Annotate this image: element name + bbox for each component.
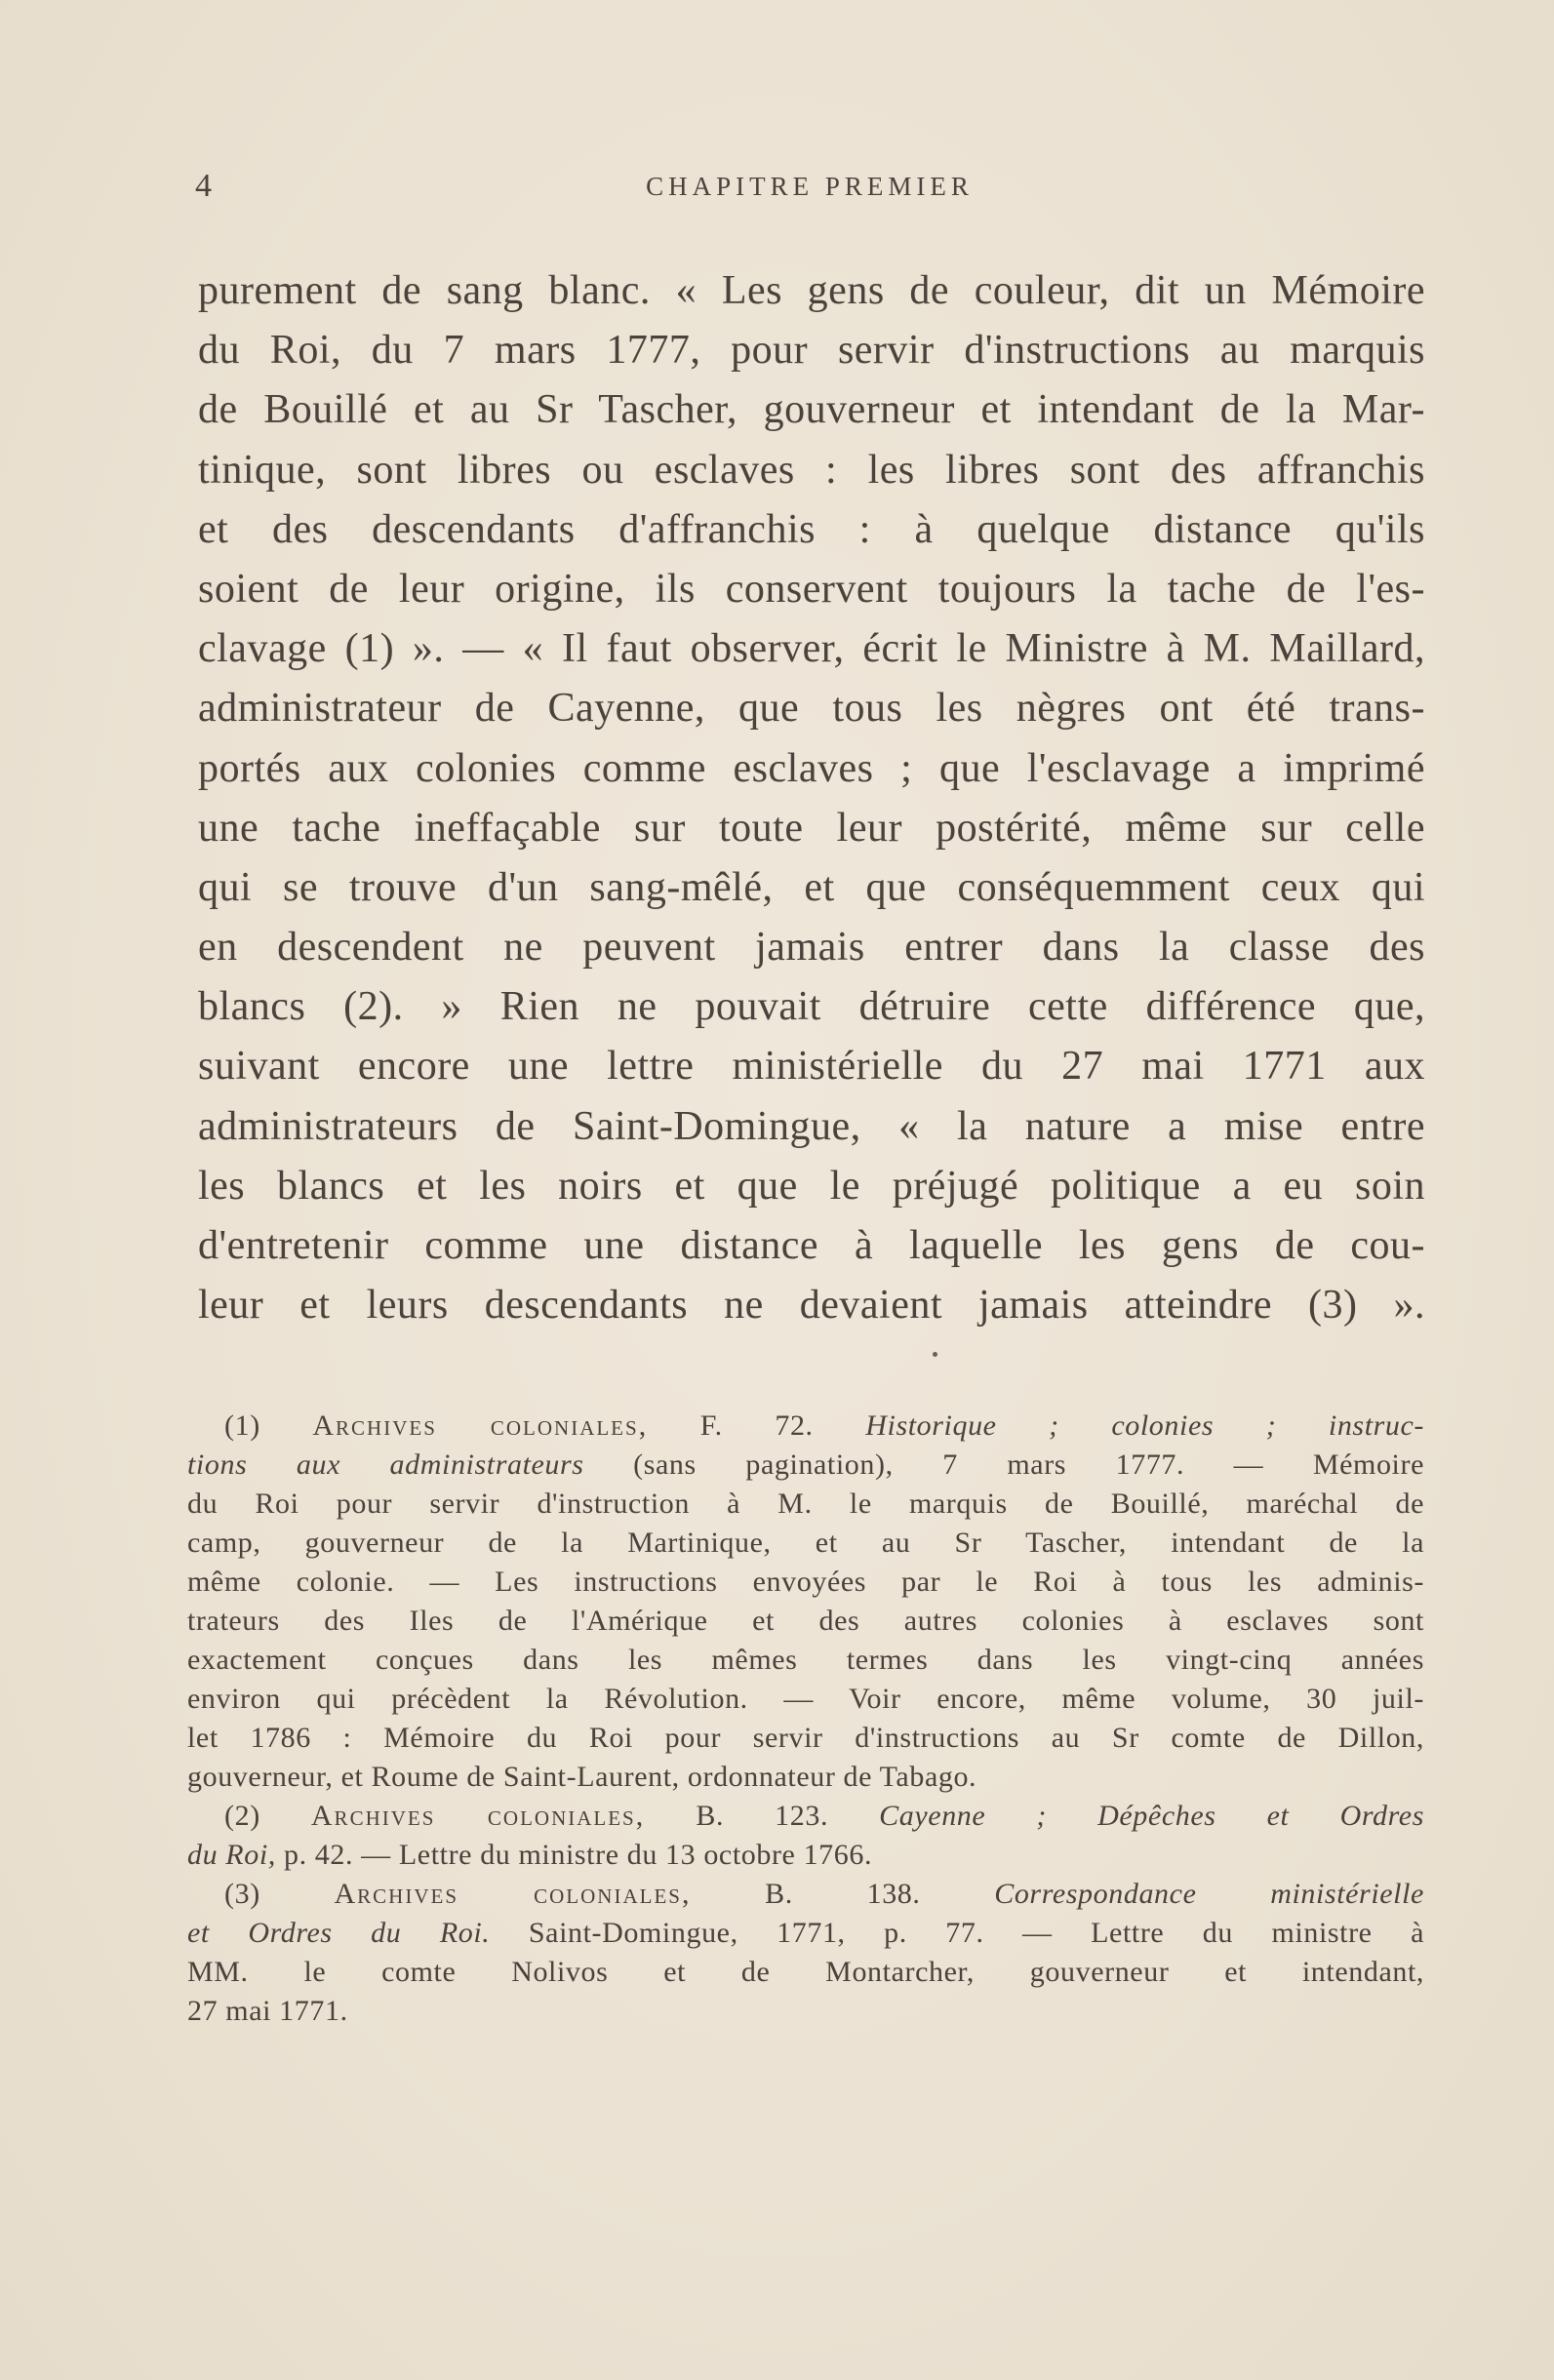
text-line: une tache ineffaçable sur toute leur postérité, même sur celle — [198, 805, 1425, 851]
footnote-title: Correspondance ministérielle — [994, 1878, 1424, 1910]
footnote-1-line: trateurs des Iles de l'Amérique et des autres colonies à esclaves sont — [187, 1605, 1424, 1637]
text-line: administrateur de Cayenne, que tous les nègres ont été trans- — [198, 686, 1425, 732]
text-line: blancs (2). » Rien ne pouvait détruire cette différence que, — [198, 984, 1425, 1030]
footnote-1-line: gouverneur, et Roume de Saint-Laurent, ordonnateur de Tabago. — [187, 1761, 977, 1793]
page-number: 4 — [195, 168, 213, 204]
footnote-title: du Roi, — [187, 1839, 276, 1871]
text-line: purement de sang blanc. « Les gens de couleur, dit un Mémoire — [198, 268, 1425, 313]
footnote-title: Cayenne ; Dépêches et Ordres — [879, 1800, 1424, 1832]
footnote-2-line — [187, 1797, 1424, 1836]
text-line: qui se trouve d'un sang-mêlé, et que conséquemment ceux qui — [198, 864, 1425, 910]
text-line: tinique, sont libres ou esclaves : les libres sont des affranchis — [198, 447, 1425, 493]
footnote-title: et Ordres du Roi. — [187, 1917, 491, 1949]
text-line: leur et leurs descendants ne devaient jamais atteindre (3) ». — [198, 1283, 1425, 1329]
footnote-1-line: let 1786 : Mémoire du Roi pour servir d'instructions au Sr comte de Dillon, — [187, 1722, 1424, 1754]
text-line: administrateurs de Saint-Domingue, « la nature a mise entre — [198, 1103, 1425, 1149]
footnote-text: Saint-Domingue, 1771, p. 77. — Lettre du ministre à — [528, 1917, 1424, 1949]
footnote-1-line: exactement conçues dans les mêmes termes dans les vingt-cinq années — [187, 1644, 1424, 1676]
footnote-source: Archives coloniales, — [310, 1800, 646, 1832]
text-line: soient de leur origine, ils conservent toujours la tache de l'es- — [198, 566, 1425, 612]
footnote-3-line: MM. le comte Nolivos et de Montarcher, gouverneur et intendant, — [187, 1956, 1424, 1988]
footnote-number: (2) — [224, 1800, 260, 1832]
footnote-source: Archives coloniales, — [312, 1409, 649, 1442]
text-line: portés aux colonies comme esclaves ; que l'esclavage a imprimé — [198, 745, 1425, 791]
footnote-number: (3) — [224, 1878, 260, 1910]
text-line: de Bouillé et au Sr Tascher, gouverneur et intendant de la Mar- — [198, 387, 1425, 433]
text-line: du Roi, du 7 mars 1777, pour servir d'instructions au marquis — [198, 328, 1425, 374]
footnote-ref: B. 123. — [696, 1800, 829, 1832]
footnote-3-line — [187, 1875, 1424, 1914]
main-text — [198, 261, 1425, 1335]
running-head: CHAPITRE PREMIER — [646, 172, 974, 201]
footnote-3-line: 27 mai 1771. — [187, 1995, 348, 2027]
separator-dot — [933, 1352, 937, 1357]
footnote-1-line: camp, gouverneur de la Martinique, et au Sr Tascher, intendant de la — [187, 1527, 1424, 1559]
footnote-3-line — [187, 1914, 1424, 1953]
footnote-number: (1) — [224, 1409, 260, 1442]
text-line: en descendent ne peuvent jamais entrer dans la classe des — [198, 925, 1425, 971]
footnote-ref: F. 72. — [699, 1409, 814, 1442]
footnote-title: Historique ; colonies ; instruc- — [865, 1409, 1425, 1442]
text-line: les blancs et les noirs et que le préjugé politique a eu soin — [198, 1163, 1425, 1209]
text-line: clavage (1) ». — « Il faut observer, écrit le Ministre à M. Maillard, — [198, 626, 1425, 672]
footnote-source: Archives coloniales, — [334, 1878, 692, 1910]
footnote-2-line — [187, 1836, 1424, 1875]
footnote-ref: B. 138. — [765, 1878, 921, 1910]
text-line: d'entretenir comme une distance à laquelle les gens de cou- — [198, 1223, 1425, 1268]
footnote-1-line: environ qui précèdent la Révolution. — Voir encore, même volume, 30 juil- — [187, 1683, 1424, 1715]
text-line: suivant encore une lettre ministérielle du 27 mai 1771 aux — [198, 1044, 1425, 1090]
footnotes — [187, 1407, 1424, 2031]
footnote-1-line: même colonie. — Les instructions envoyées par le Roi à tous les adminis- — [187, 1566, 1424, 1598]
page-header — [195, 168, 1424, 215]
footnote-text: p. 42. — Lettre du ministre du 13 octobre 1766. — [283, 1839, 873, 1871]
footnote-1-line — [187, 1407, 1424, 1446]
footnote-title: tions aux administrateurs — [187, 1448, 584, 1481]
footnote-1-line — [187, 1446, 1424, 1485]
footnote-text: (sans pagination), 7 mars 1777. — Mémoire — [633, 1448, 1424, 1481]
text-line: et des descendants d'affranchis : à quelque distance qu'ils — [198, 506, 1425, 552]
footnote-1-line: du Roi pour servir d'instruction à M. le marquis de Bouillé, maréchal de — [187, 1488, 1424, 1520]
